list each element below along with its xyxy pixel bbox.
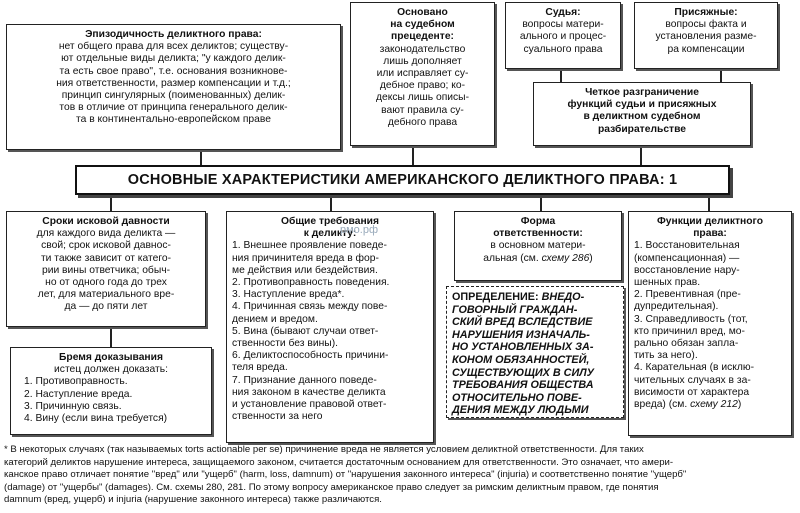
functions-line: тить за него).	[634, 350, 698, 362]
form-box	[454, 211, 622, 281]
functions-box	[628, 211, 792, 436]
division-line: в деликтном судебном	[583, 111, 701, 123]
definition-line: КОНОМ ОБЯЗАННОСТЕЙ,	[452, 353, 590, 366]
functions-line: шенных прав.	[634, 277, 701, 289]
definition-first-tail: ВНЕДО-	[538, 291, 585, 303]
division-box	[533, 82, 751, 146]
limitation-line: лет, для материального вре-	[37, 289, 175, 301]
footnote-line: damnum (вред, ущерб) и injuria (нарушение законного интереса) также различаются.	[4, 494, 382, 506]
functions-list	[634, 240, 786, 411]
general-req-line: ственности без вины).	[232, 338, 338, 350]
episodic-line: нет общего права для всех деликтов; существу-	[58, 41, 289, 53]
general-req-line: ственности за него	[232, 411, 323, 423]
functions-ref-tail: )	[737, 399, 742, 411]
watermark: рмо.рф	[340, 224, 379, 236]
precedent-line: вают правила су-	[381, 104, 464, 116]
definition-line: СКИЙ ВРЕД ВСЛЕДСТВИЕ	[452, 316, 593, 329]
general-requirements-box	[226, 211, 434, 443]
definition-box	[446, 286, 624, 418]
form-title-2: ответственности:	[493, 228, 583, 240]
connector-form	[540, 195, 542, 211]
jury-line: ра компенсации	[667, 43, 745, 55]
general-req-line: ния законом в качестве деликта	[232, 386, 386, 398]
limitation-title: Сроки исковой давности	[42, 216, 170, 227]
functions-scheme-ref: схему 212	[690, 399, 738, 411]
form-title-1: Форма	[520, 216, 556, 227]
functions-line: кто причинил вред, мо-	[634, 325, 745, 337]
general-req-title-2: к деликту:	[303, 228, 357, 240]
burden-box	[10, 347, 212, 435]
judge-line: вопросы матери-	[522, 19, 604, 31]
functions-line: чительных случаях в за-	[634, 374, 751, 386]
episodic-box	[6, 24, 341, 150]
episodic-text	[12, 41, 335, 126]
limitation-line: да — до пяти лет	[64, 301, 148, 313]
general-req-title-1: Общие требования	[280, 216, 380, 227]
division-line: функций судьи и присяжных	[567, 99, 717, 111]
precedent-box	[350, 2, 495, 146]
footnote	[4, 444, 796, 507]
footnote-line: * В некоторых случаях (так называемых torts actionable per se) причинение вреда не является условием деликтной ответственности. Для таких	[4, 444, 644, 455]
form-line-with-ref	[460, 253, 616, 265]
footnote-line: категорий деликтов нарушение интереса, защищаемого законом, считается достаточным основанием для ответственности. Это означает, что амери-	[4, 456, 674, 468]
form-scheme-ref: схему 286	[541, 252, 590, 264]
jury-line: установления разме-	[655, 31, 757, 43]
division-line: Четкое разграничение	[585, 87, 699, 98]
judge-text	[511, 19, 615, 56]
judge-line: ального и процес-	[519, 31, 607, 43]
general-req-line: и установление правовой ответ-	[232, 399, 387, 411]
limitation-text	[12, 228, 200, 313]
form-text	[460, 240, 616, 264]
limitation-line: для каждого вида деликта —	[36, 228, 176, 240]
limitation-line: но от одного года до трех	[45, 277, 167, 289]
jury-title: Присяжные:	[674, 7, 738, 18]
connector-limitation	[110, 195, 112, 211]
connector-episodic	[200, 150, 202, 166]
form-line: в основном матери-	[490, 240, 586, 252]
connector-judge	[560, 69, 562, 83]
episodic-line: тов в отличие от принципа генерального делик-	[59, 102, 288, 114]
general-req-line: 7. Признание данного поведе-	[232, 374, 377, 386]
functions-line: 4. Карательная (в исклю-	[634, 362, 755, 374]
division-line: разбирательстве	[597, 123, 687, 135]
definition-line: НО УСТАНОВЛЕННЫХ ЗА-	[452, 341, 594, 354]
connector-burden	[110, 327, 112, 347]
precedent-title-3: прецеденте:	[391, 31, 454, 43]
episodic-line: ния ответственности, размер компенсации и т.д.;	[56, 77, 291, 89]
form-ref-tail: )	[589, 252, 593, 264]
precedent-line: дебное право; ко-	[379, 80, 466, 92]
definition-line: СУЩЕСТВУЮЩИХ В СИЛУ	[452, 366, 594, 379]
form-line-text: альная (см.	[483, 252, 542, 264]
judge-box	[505, 2, 621, 69]
general-req-line: 4. Причинная связь между пове-	[232, 301, 388, 313]
functions-line: рально обязан запла-	[634, 338, 739, 350]
episodic-line: принцип сингулярных (поименованных) делик-	[61, 90, 286, 102]
definition-line: ОТНОСИТЕЛЬНО ПОВЕ-	[452, 391, 582, 404]
general-req-line: 5. Вина (бывают случаи ответ-	[232, 325, 379, 337]
precedent-line: дебного права	[387, 116, 458, 128]
functions-line: дупредительная).	[634, 301, 719, 313]
general-req-line: 3. Наступление вреда*.	[232, 289, 345, 301]
definition-label: ОПРЕДЕЛЕНИЕ:	[452, 291, 539, 303]
precedent-line: дексы лишь описы-	[375, 92, 470, 104]
precedent-text	[356, 44, 489, 129]
functions-line: 2. Превентивная (пре-	[634, 289, 741, 301]
general-req-line: теля вреда.	[232, 362, 288, 374]
functions-title-2: права:	[693, 228, 727, 240]
general-req-line: ме действия или бездействия.	[232, 264, 378, 276]
general-req-list	[232, 240, 428, 423]
functions-line-text: вреда) (см.	[634, 399, 691, 411]
episodic-title: Эпизодичность деликтного права:	[85, 29, 262, 40]
burden-line: 1. Противоправность.	[24, 376, 128, 388]
connector-general-req	[330, 195, 332, 211]
burden-line: 3. Причинную связь.	[24, 400, 122, 412]
footnote-line: канское право отличает понятие "вред" или "ущерб" (harm, loss, damnum) от "нарушения законного интереса" (injuria) и соответственно понятие "ущерб"	[4, 469, 687, 481]
general-req-line: дением и вредом.	[232, 313, 318, 325]
precedent-title-2: на судебном	[390, 19, 455, 31]
functions-line: восстановление нару-	[634, 264, 740, 276]
functions-line: (компенсационная) —	[634, 252, 740, 264]
burden-line: 2. Наступление вреда.	[24, 388, 133, 400]
burden-subtitle: истец должен доказать:	[54, 364, 168, 376]
connector-jury	[720, 69, 722, 83]
precedent-line: или исправляет су-	[376, 68, 469, 80]
general-req-line: ния причинителя вреда в фор-	[232, 252, 379, 264]
functions-line-with-ref	[634, 399, 786, 411]
definition-line: ДЕНИЯ МЕЖДУ ЛЮДЬМИ	[452, 404, 589, 417]
functions-line: висимости от характера	[634, 386, 750, 398]
definition-line: ГОВОРНЫЙ ГРАЖДАН-	[452, 303, 578, 316]
functions-line: 3. Справедливость (тот,	[634, 313, 748, 325]
functions-line: 1. Восстановительная	[634, 240, 740, 252]
general-req-line: 6. Деликтоспособность причини-	[232, 350, 389, 362]
limitation-line: ти также зависит от катего-	[40, 252, 172, 264]
limitation-line: рии вины ответчика; обыч-	[41, 264, 171, 276]
precedent-line: законодательство	[379, 43, 466, 55]
connector-functions	[708, 195, 710, 211]
burden-list	[16, 376, 206, 425]
definition-line: ТРЕБОВАНИЯ ОБЩЕСТВА	[452, 379, 594, 392]
precedent-line: лишь дополняет	[383, 55, 462, 67]
definition-first-line	[452, 291, 618, 304]
precedent-title-1: Основано	[397, 7, 448, 18]
burden-title: Бремя доказывания	[59, 352, 163, 363]
judge-title: Судья:	[545, 7, 581, 18]
limitation-box	[6, 211, 206, 327]
connector-division	[640, 146, 642, 166]
definition-line: НАРУШЕНИЯ ИЗНАЧАЛЬ-	[452, 328, 590, 341]
burden-line: 4. Вину (если вина требуется)	[24, 413, 168, 425]
functions-title-1: Функции деликтного	[656, 216, 764, 227]
jury-box	[634, 2, 778, 69]
limitation-line: свой; срок исковой давнос-	[41, 240, 171, 252]
episodic-line: ют отдельные виды деликта; "у каждого делик-	[61, 53, 286, 65]
general-req-line: 1. Внешнее проявление поведе-	[232, 240, 387, 252]
main-title: ОСНОВНЫЕ ХАРАКТЕРИСТИКИ АМЕРИКАНСКОГО ДЕЛИКТНОГО ПРАВА: 1	[75, 165, 730, 195]
footnote-line: (damage) от "ущербы" (damages). См. схемы 280, 281. По этому вопросу американское право следует за римским деликтным правом, где понятия	[4, 481, 659, 493]
judge-line: суального права	[523, 43, 603, 55]
jury-text	[640, 19, 772, 56]
jury-line: вопросы факта и	[665, 19, 747, 31]
episodic-line: та есть свое право", т.е. основания возникнове-	[59, 65, 288, 77]
episodic-line: та в континентально-европейском праве	[76, 114, 271, 126]
connector-precedent	[412, 146, 414, 166]
general-req-line: 2. Противоправность поведения.	[232, 277, 390, 289]
